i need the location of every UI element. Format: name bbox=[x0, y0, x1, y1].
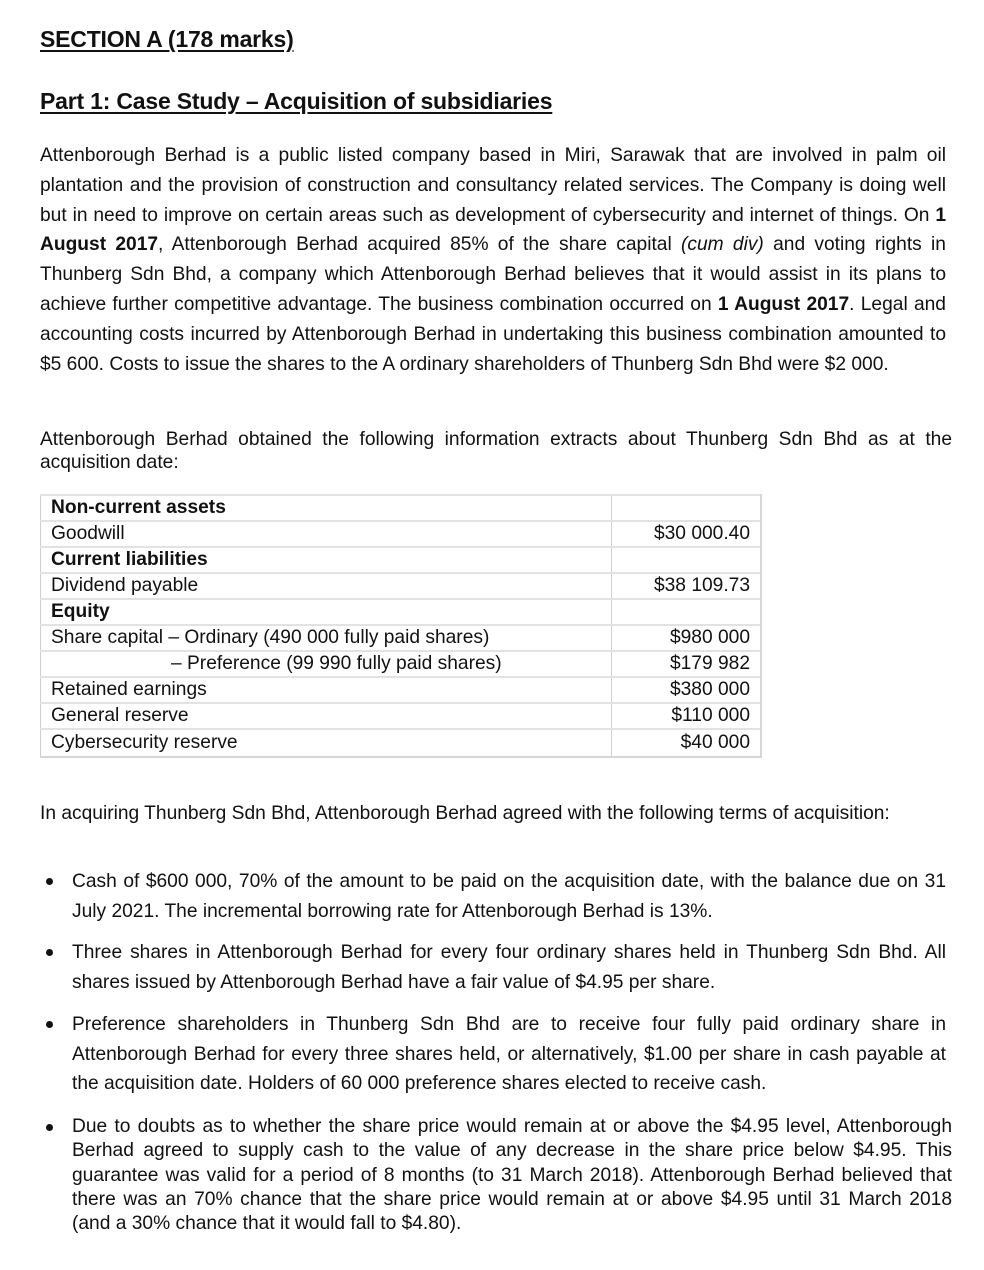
table-row bbox=[41, 599, 762, 625]
row-label: Share capital – Ordinary (490 000 fully paid shares) bbox=[41, 625, 612, 651]
intro-text-4: . Legal and accounting costs incurred by Attenborough Berhad in undertaking this business combination amounted to $5 600. Costs to issue the shares to the A ordinary shareholders of Thunberg Sdn Bhd were $2 000. bbox=[40, 293, 946, 375]
intro-text-2: , Attenborough Berhad acquired 85% of the share capital bbox=[158, 234, 681, 256]
row-label: Dividend payable bbox=[41, 573, 612, 599]
table-row bbox=[41, 573, 762, 599]
bullet-icon bbox=[46, 1124, 53, 1131]
financial-extract-table bbox=[40, 494, 762, 758]
row-value: $110 000 bbox=[611, 703, 761, 729]
cum-div-term: (cum div) bbox=[681, 234, 764, 256]
row-label: Goodwill bbox=[41, 521, 612, 547]
row-value: $38 109.73 bbox=[611, 573, 761, 599]
row-label: Current liabilities bbox=[41, 547, 612, 573]
term-text: Cash of $600 000, 70% of the amount to be paid on the acquisition date, with the balance due on 31 July 2021. The incremental borrowing rate for Attenborough Berhad is 13%. bbox=[72, 871, 946, 922]
bullet-icon bbox=[46, 949, 53, 956]
combination-date: 1 August 2017 bbox=[717, 293, 850, 315]
table-row bbox=[41, 729, 762, 757]
term-text: Preference shareholders in Thunberg Sdn Bhd are to receive four fully paid ordinary share in Attenborough Berhad for every three shares held, or alternatively, $1.00 per share in cash payable at the acquisition date. Holders of 60 000 preference shares elected to receive cash. bbox=[72, 1014, 946, 1094]
row-value: $980 000 bbox=[611, 625, 761, 651]
table-row bbox=[41, 703, 762, 729]
acquisition-date: 1 August 2017 bbox=[40, 204, 946, 256]
row-label: Cybersecurity reserve bbox=[41, 729, 612, 757]
bullet-icon bbox=[46, 878, 53, 885]
table-row bbox=[41, 625, 762, 651]
section-title: SECTION A (178 marks) bbox=[40, 26, 294, 52]
table-row bbox=[41, 495, 762, 521]
extract-intro-paragraph: Attenborough Berhad obtained the following information extracts about Thunberg Sdn Bhd as at the acquisition date: bbox=[40, 429, 952, 473]
row-label: Retained earnings bbox=[41, 677, 612, 703]
term-text: Due to doubts as to whether the share price would remain at or above the $4.95 level, Attenborough Berhad agreed to supply cash to the value of any decrease in the share price below $4.95. This guarantee was valid for a period of 8 months (to 31 March 2018). Attenborough Berhad believed that there was an 70% chance that the share price would remain at or above $4.95 until 31 March 2018 (and a 30% chance that it would fall to $4.80). bbox=[72, 1116, 952, 1235]
row-value: $179 982 bbox=[611, 651, 761, 677]
table-row bbox=[41, 677, 762, 703]
intro-text-3: and voting rights in Thunberg Sdn Bhd, a company which Attenborough Berhad believes that it would assist in its plans to achieve further competitive advantage. The business combination occurred on bbox=[40, 234, 946, 315]
row-value bbox=[611, 599, 761, 625]
term-text: Three shares in Attenborough Berhad for every four ordinary shares held in Thunberg Sdn Bhd. All shares issued by Attenborough Berhad have a fair value of $4.95 per share. bbox=[72, 942, 946, 993]
terms-intro-paragraph: In acquiring Thunberg Sdn Bhd, Attenborough Berhad agreed with the following terms of acquisition: bbox=[40, 803, 890, 824]
table-row bbox=[41, 651, 762, 677]
row-value bbox=[611, 495, 761, 521]
row-label: – Preference (99 990 fully paid shares) bbox=[41, 651, 612, 677]
part-title: Part 1: Case Study – Acquisition of subsidiaries bbox=[40, 88, 553, 114]
row-label: General reserve bbox=[41, 703, 612, 729]
bullet-icon bbox=[46, 1021, 53, 1028]
row-value bbox=[611, 547, 761, 573]
row-label: Equity bbox=[41, 599, 612, 625]
table-row bbox=[41, 521, 762, 547]
row-value: $30 000.40 bbox=[611, 521, 761, 547]
row-value: $380 000 bbox=[611, 677, 761, 703]
table-row bbox=[41, 547, 762, 573]
intro-text-1: Attenborough Berhad is a public listed company based in Miri, Sarawak that are involved in palm oil plantation and the provision of construction and consultancy related services. The Company is doing well but in need to improve on certain areas such as development of cybersecurity and internet of things. On bbox=[40, 145, 946, 226]
intro-paragraph bbox=[40, 141, 946, 379]
row-value: $40 000 bbox=[611, 729, 761, 757]
row-label: Non-current assets bbox=[41, 495, 612, 521]
